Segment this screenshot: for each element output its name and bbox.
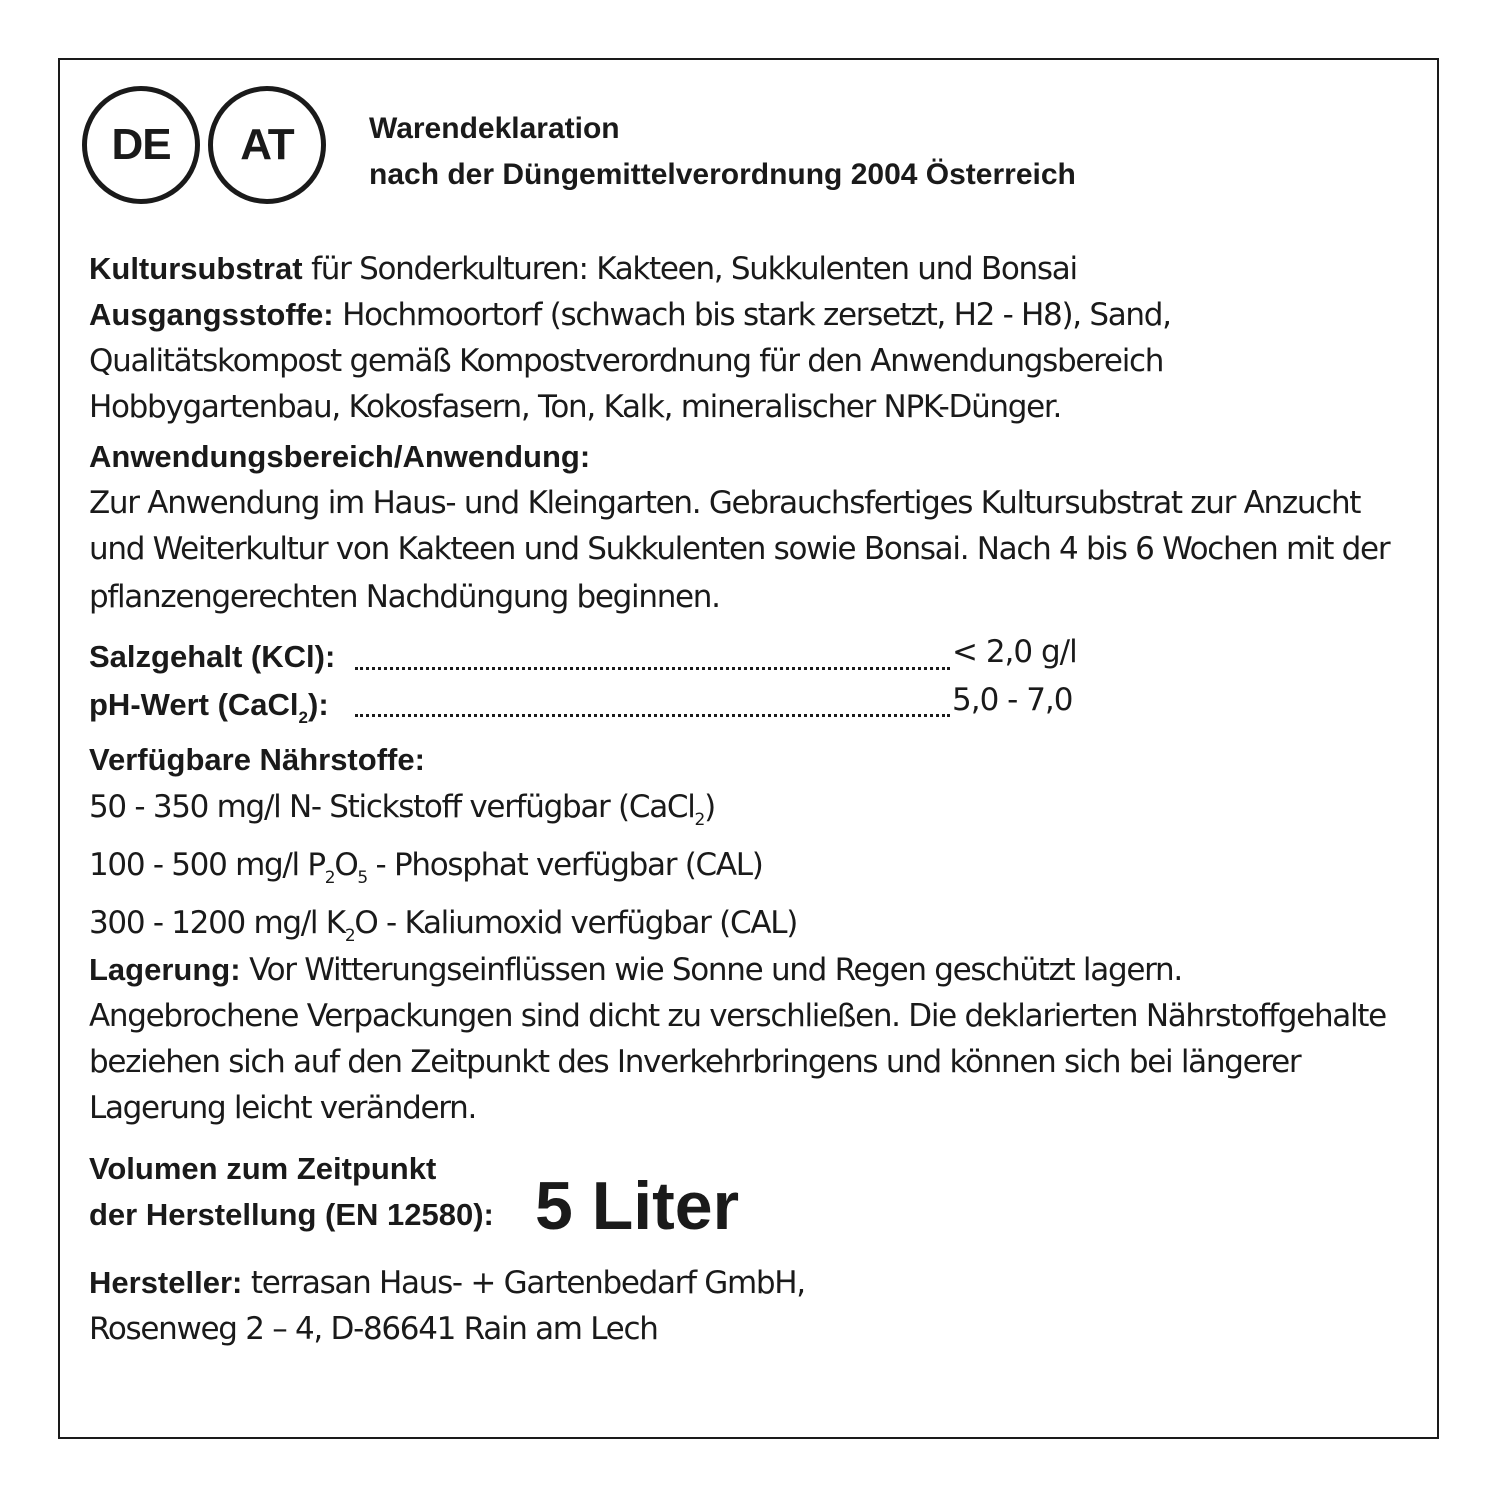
ph-wert-label [89, 682, 329, 728]
salzgehalt-value: < 2,0 g/l [952, 634, 1077, 670]
header-title: Warendeklaration [369, 112, 620, 145]
volumen-value: 5 Liter [535, 1168, 740, 1244]
kaliumoxid-sub: 2 [344, 926, 355, 946]
lagerung-line-2: Angebrochene Verpackungen sind dicht zu verschließen. Die deklarierten Nährstoffgehalte [89, 998, 1386, 1034]
header-subtitle: nach der Düngemittelverordnung 2004 Österreich [369, 158, 1076, 191]
anwendung-label: Anwendungsbereich/Anwendung: [89, 439, 591, 474]
ph-leader-dots [355, 711, 950, 717]
kultursubstrat-label: Kultursubstrat [89, 251, 303, 286]
phosphat-sub-1: 2 [324, 868, 335, 888]
phosphat-mid: O [334, 847, 358, 883]
stickstoff-post: ) [704, 789, 715, 825]
volumen-label-line-2: der Herstellung (EN 12580): [89, 1197, 494, 1232]
lagerung-line-4: Lagerung leicht verändern. [89, 1090, 477, 1126]
ausgangsstoffe-text-1: Hochmoortorf (schwach bis stark zersetzt, H2 - H8), Sand, [333, 297, 1171, 333]
salzgehalt-label: Salzgehalt (KCl): [89, 639, 336, 674]
lagerung-label: Lagerung: [89, 952, 241, 987]
phosphat-post: - Phosphat verfügbar (CAL) [366, 847, 763, 883]
hersteller-address: Rosenweg 2 – 4, D-86641 Rain am Lech [89, 1311, 658, 1347]
lagerung-text-1: Vor Witterungseinflüssen wie Sonne und Regen geschützt lagern. [240, 952, 1182, 988]
ausgangsstoffe-line-3: Hobbygartenbau, Kokosfasern, Ton, Kalk, mineralischer NPK-Dünger. [89, 389, 1062, 425]
hersteller-line-1 [89, 1260, 805, 1306]
kaliumoxid-line [89, 900, 797, 946]
volumen-label-line-1: Volumen zum Zeitpunkt [89, 1151, 437, 1186]
badge-de-text: DE [111, 120, 171, 169]
lagerung-line-1 [89, 947, 1182, 993]
phosphat-text: 100 - 500 mg/l P [89, 847, 325, 883]
stickstoff-sub: 2 [694, 810, 705, 830]
badge-at-text: AT [240, 120, 294, 169]
ph-value: 5,0 - 7,0 [952, 682, 1073, 718]
kultursubstrat-text: für Sonderkulturen: Kakteen, Sukkulenten und Bonsai [302, 251, 1077, 287]
kaliumoxid-text: 300 - 1200 mg/l K [89, 905, 345, 941]
phosphat-line [89, 842, 763, 888]
ph-label-post: ): [308, 687, 329, 722]
anwendung-line-3: pflanzengerechten Nachdüngung beginnen. [89, 579, 720, 615]
volumen-label [89, 1146, 494, 1238]
kaliumoxid-post: O - Kaliumoxid verfügbar (CAL) [354, 905, 797, 941]
kultursubstrat-line [89, 246, 1077, 292]
country-badge-de [82, 86, 200, 204]
stickstoff-text: 50 - 350 mg/l N- Stickstoff verfügbar (CaCl [89, 789, 695, 825]
ausgangsstoffe-line-1 [89, 292, 1171, 338]
anwendung-line-2: und Weiterkultur von Kakteen und Sukkulenten sowie Bonsai. Nach 4 bis 6 Wochen mit der [89, 531, 1390, 567]
anwendung-line-1: Zur Anwendung im Haus- und Kleingarten. Gebrauchsfertiges Kultursubstrat zur Anzucht [89, 485, 1361, 521]
stickstoff-line [89, 784, 715, 830]
salzgehalt-leader-dots [355, 664, 950, 670]
ausgangsstoffe-line-2: Qualitätskompost gemäß Kompostverordnung für den Anwendungsbereich [89, 343, 1164, 379]
naehrstoffe-label: Verfügbare Nährstoffe: [89, 742, 425, 777]
phosphat-sub-2: 5 [357, 868, 367, 888]
hersteller-label: Hersteller: [89, 1265, 243, 1300]
hersteller-text-1: terrasan Haus- + Gartenbedarf GmbH, [242, 1265, 805, 1301]
country-badge-at [208, 86, 326, 204]
declaration-header [369, 106, 1076, 198]
ph-label-pre: pH-Wert (CaCl [89, 687, 299, 722]
lagerung-line-3: beziehen sich auf den Zeitpunkt des Inverkehrbringens und können sich bei längerer [89, 1044, 1301, 1080]
ph-label-sub: 2 [298, 708, 309, 727]
ausgangsstoffe-label: Ausgangsstoffe: [89, 297, 334, 332]
